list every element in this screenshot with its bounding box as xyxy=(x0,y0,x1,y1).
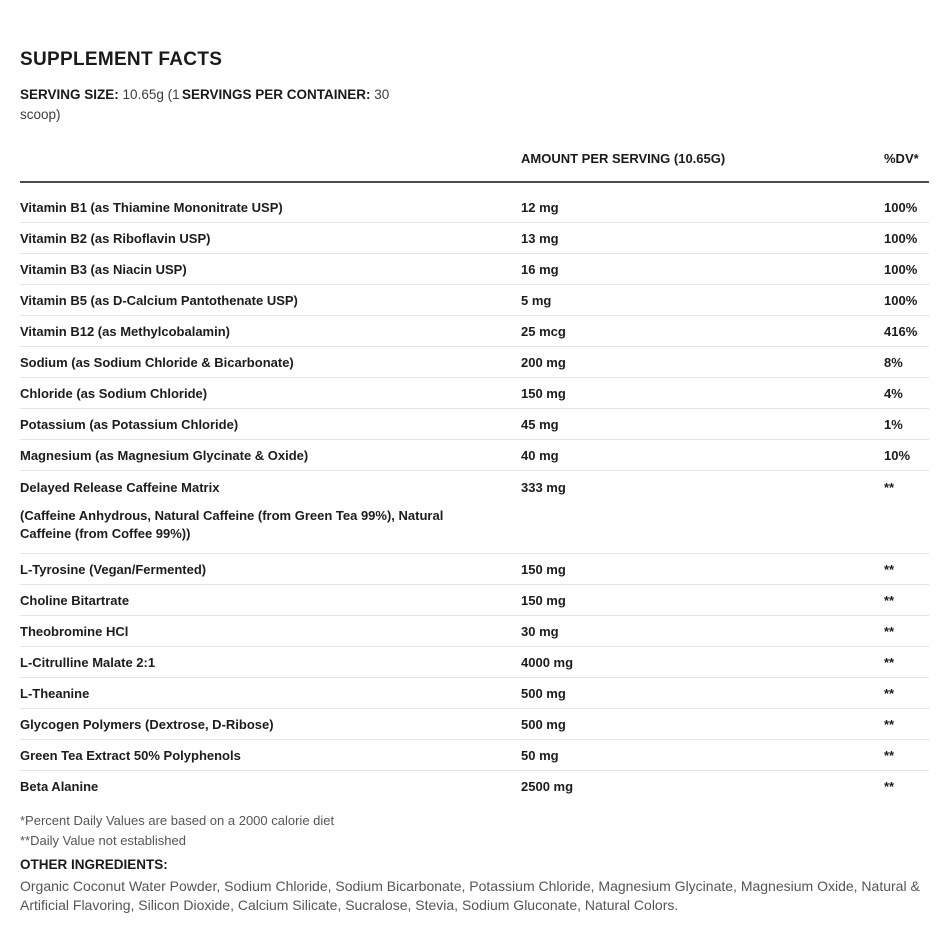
ingredient-dv: ** xyxy=(884,747,895,763)
ingredient-dv: 100% xyxy=(884,292,918,308)
dv-column-header: %DV* xyxy=(884,151,919,166)
ingredient-amount: 45 mg xyxy=(521,416,559,432)
serving-size xyxy=(20,85,182,125)
serving-size-value: 10.65g (1 scoop) xyxy=(20,87,180,122)
table-row xyxy=(20,347,929,378)
ingredient-name: Chloride (as Sodium Chloride) xyxy=(20,385,208,401)
other-ingredients-section xyxy=(20,857,929,914)
ingredient-description: (Caffeine Anhydrous, Natural Caffeine (from Green Tea 99%), Natural Caffeine (from Coffee 99%)) xyxy=(20,508,444,541)
ingredient-amount: 150 mg xyxy=(521,561,566,577)
footnote-daily-values: *Percent Daily Values are based on a 2000 calorie diet xyxy=(20,813,335,828)
table-row xyxy=(20,678,929,709)
servings-per-container-value: 30 xyxy=(374,87,390,102)
table-row xyxy=(20,378,929,409)
ingredient-dv: 10% xyxy=(884,447,911,463)
ingredient-name: Vitamin B5 (as D-Calcium Pantothenate USP) xyxy=(20,292,298,308)
other-ingredients-text: Organic Coconut Water Powder, Sodium Chloride, Sodium Bicarbonate, Potassium Chloride, Magnesium Glycinate, Magnesium Oxide, Natural & Artificial Flavoring, Silicon Dioxide, Calcium Silicate, Sucralose, Stevia, Sodium Gluconate, Natural Colors. xyxy=(20,878,920,913)
ingredient-dv: 100% xyxy=(884,261,918,277)
ingredient-amount: 4000 mg xyxy=(521,654,574,670)
ingredient-amount: 25 mcg xyxy=(521,323,566,339)
ingredient-name: Vitamin B1 (as Thiamine Mononitrate USP) xyxy=(20,199,283,215)
ingredient-dv: ** xyxy=(884,685,895,701)
ingredient-dv: 1% xyxy=(884,416,903,432)
ingredient-amount: 50 mg xyxy=(521,747,559,763)
table-row xyxy=(20,192,929,223)
ingredient-name: Potassium (as Potassium Chloride) xyxy=(20,416,239,432)
table-row xyxy=(20,709,929,740)
ingredient-name: Choline Bitartrate xyxy=(20,592,130,608)
ingredient-dv: ** xyxy=(884,592,895,608)
other-ingredients-label: OTHER INGREDIENTS: xyxy=(20,857,168,872)
page-title: SUPPLEMENT FACTS xyxy=(20,49,223,70)
ingredient-dv: ** xyxy=(884,623,895,639)
ingredient-name: Beta Alanine xyxy=(20,779,99,794)
table-row xyxy=(20,585,929,616)
serving-info xyxy=(20,85,929,125)
ingredient-name: L-Tyrosine (Vegan/Fermented) xyxy=(20,561,207,577)
table-row xyxy=(20,285,929,316)
ingredient-amount: 150 mg xyxy=(521,592,566,608)
servings-per-container-label: SERVINGS PER CONTAINER: xyxy=(182,87,371,102)
table-row xyxy=(20,223,929,254)
ingredient-dv: 100% xyxy=(884,199,918,215)
table-row xyxy=(20,771,929,802)
header-divider xyxy=(20,181,929,183)
table-header xyxy=(20,151,929,166)
table-row xyxy=(20,254,929,285)
ingredient-name: Magnesium (as Magnesium Glycinate & Oxide) xyxy=(20,447,309,463)
table-row xyxy=(20,409,929,440)
footnotes xyxy=(20,811,929,850)
ingredient-amount: 200 mg xyxy=(521,354,566,370)
ingredient-amount: 40 mg xyxy=(521,447,559,463)
ingredient-amount: 500 mg xyxy=(521,685,566,701)
ingredient-name: L-Citrulline Malate 2:1 xyxy=(20,654,156,670)
ingredient-dv: ** xyxy=(884,654,895,670)
ingredient-name: Theobromine HCl xyxy=(20,623,129,639)
footnote-not-established: **Daily Value not established xyxy=(20,832,186,848)
ingredient-name: Sodium (as Sodium Chloride & Bicarbonate) xyxy=(20,354,294,370)
table-row xyxy=(20,440,929,471)
table-row xyxy=(20,554,929,585)
ingredient-name: Green Tea Extract 50% Polyphenols xyxy=(20,747,241,763)
ingredient-amount: 333 mg xyxy=(521,479,566,495)
ingredient-name: Vitamin B2 (as Riboflavin USP) xyxy=(20,230,211,246)
ingredient-amount: 16 mg xyxy=(521,261,559,277)
ingredient-amount: 500 mg xyxy=(521,716,566,732)
ingredient-dv: 4% xyxy=(884,385,903,401)
ingredient-amount: 13 mg xyxy=(521,230,559,246)
ingredient-name: Vitamin B3 (as Niacin USP) xyxy=(20,261,187,277)
ingredient-dv: ** xyxy=(884,716,895,732)
ingredient-dv: 416% xyxy=(884,323,918,339)
ingredient-amount: 150 mg xyxy=(521,385,566,401)
ingredient-amount: 5 mg xyxy=(521,292,552,308)
ingredient-dv: 100% xyxy=(884,230,918,246)
table-row xyxy=(20,647,929,678)
ingredient-name: Glycogen Polymers (Dextrose, D-Ribose) xyxy=(20,716,274,732)
table-row-caffeine-matrix xyxy=(20,471,929,554)
table-row xyxy=(20,616,929,647)
table-row xyxy=(20,740,929,771)
ingredient-name: Vitamin B12 (as Methylcobalamin) xyxy=(20,323,230,339)
name-column-header xyxy=(20,151,521,166)
ingredient-dv: 8% xyxy=(884,354,903,370)
ingredient-name: L-Theanine xyxy=(20,685,90,701)
table-row xyxy=(20,316,929,347)
ingredient-amount: 2500 mg xyxy=(521,779,574,794)
ingredient-amount: 12 mg xyxy=(521,199,559,215)
serving-size-label: SERVING SIZE: xyxy=(20,87,119,102)
ingredient-amount: 30 mg xyxy=(521,623,559,639)
ingredient-table xyxy=(20,192,929,802)
ingredient-dv: ** xyxy=(884,479,895,495)
ingredient-name: Delayed Release Caffeine Matrix xyxy=(20,479,220,495)
ingredient-dv: ** xyxy=(884,779,895,794)
ingredient-dv: ** xyxy=(884,561,895,577)
amount-column-header: AMOUNT PER SERVING (10.65G) xyxy=(521,151,726,166)
servings-per-container xyxy=(182,85,389,105)
